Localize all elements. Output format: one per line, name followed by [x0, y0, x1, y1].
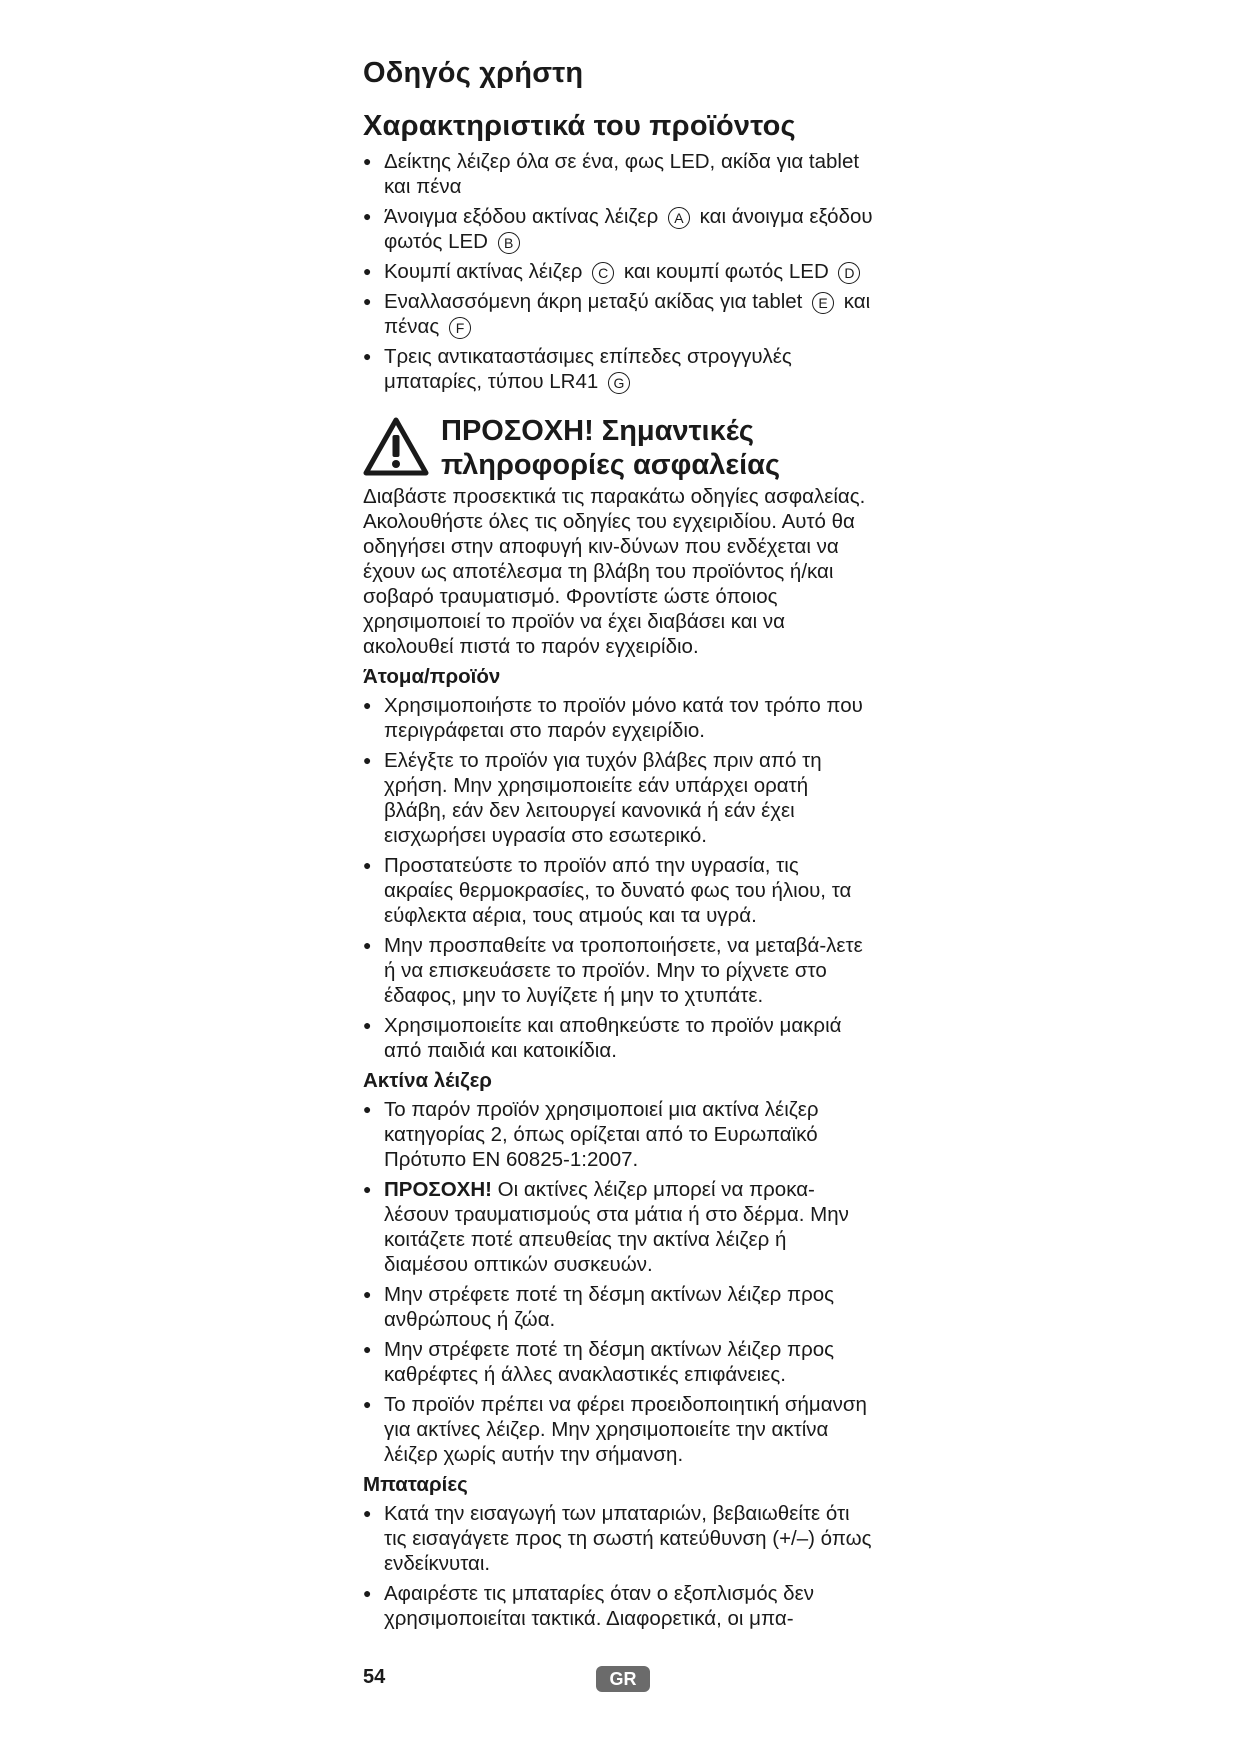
list-item: ● Χρησιμοποιήστε το προϊόν μόνο κατά τον τρόπο που περιγράφεται στο παρόν εγχειρίδιο. — [363, 693, 873, 743]
list-item — [363, 204, 873, 254]
warning-triangle-icon — [363, 417, 429, 477]
marker-d: D — [838, 262, 860, 284]
list-item: ● Προστατεύστε το προϊόν από την υγρασία, τις ακραίες θερμοκρασίες, το δυνατό φως του ήλιου, τα εύφλεκτα αέρια, τους ατμούς και τα υγρά. — [363, 853, 873, 928]
list-item: ● Μην προσπαθείτε να τροποποιήσετε, να μεταβά-λετε ή να επισκευάσετε το προϊόν. Μην το ρίχνετε στο έδαφος, μην το λυγίζετε ή μην το χτυπάτε. — [363, 933, 873, 1008]
list-item: ● Το προϊόν πρέπει να φέρει προειδοποιητική σήμανση για ακτίνες λέιζερ. Μην χρησιμοποιείτε την ακτίνα λέιζερ χωρίς αυτήν την σήμανση. — [363, 1392, 873, 1467]
marker-g: G — [608, 372, 630, 394]
list-item: ● Κατά την εισαγωγή των μπαταριών, βεβαιωθείτε ότι τις εισαγάγετε προς τη σωστή κατεύθυνση (+/–) όπως ενδείκνυται. — [363, 1501, 873, 1576]
item-text: Άνοιγμα εξόδου ακτίνας λέιζερ — [384, 205, 659, 228]
item-text: Εναλλασσόμενη άκρη μεταξύ ακίδας για tablet — [384, 290, 803, 313]
batteries-list — [363, 1501, 873, 1631]
item-text: Δείκτης λέιζερ όλα σε ένα, φως LED, ακίδα για tablet και πένα — [384, 150, 860, 198]
list-item: ● Ελέγξτε το προϊόν για τυχόν βλάβες πριν από τη χρήση. Μην χρησιμοποιείτε εάν υπάρχει ορατή βλάβη, εάν δεν λειτουργεί κανονικά ή εάν έχει εισχωρήσει υγρασία στο εσωτερικό. — [363, 748, 873, 848]
list-item: ● Το παρόν προϊόν χρησιμοποιεί μια ακτίνα λέιζερ κατηγορίας 2, όπως ορίζεται από το Ευρωπαϊκό Πρότυπο EN 60825-1:2007. — [363, 1097, 873, 1172]
language-badge: GR — [596, 1666, 650, 1692]
item-text: Οι ακτίνες λέιζερ μπορεί να προκα-λέσουν τραυματισμούς στα μάτια ή στο δέρμα. Μην κοιτάζετε ποτέ απευθείας την ακτίνα λέιζερ ή διαμέσου οπτικών συσκευών. — [384, 1178, 849, 1276]
item-text: Κουμπί ακτίνας λέιζερ — [384, 260, 583, 283]
marker-e: E — [812, 292, 834, 314]
people-heading: Άτομα/προϊόν — [363, 665, 501, 688]
list-item — [363, 1177, 873, 1277]
marker-c: C — [592, 262, 614, 284]
list-item — [363, 344, 873, 394]
list-item — [363, 149, 873, 199]
marker-a: A — [668, 207, 690, 229]
list-item: ● Μην στρέφετε ποτέ τη δέσμη ακτίνων λέιζερ προς ανθρώπους ή ζώα. — [363, 1282, 873, 1332]
marker-b: B — [498, 232, 520, 254]
page-content — [363, 55, 873, 1636]
warning-intro: Διαβάστε προσεκτικά τις παρακάτω οδηγίες ασφαλείας. Ακολουθήστε όλες τις οδηγίες του εγχειριδίου. Αυτό θα οδηγήσει στην αποφυγή κιν-δύνων που ενδέχεται να έχουν ως αποτέλεσμα τη βλάβη του προϊόντος ή/και σοβαρό τραυματισμό. Φροντίστε ώστε όποιος χρησιμοποιεί το προϊόν να έχει διαβάσει και να ακολουθεί πιστά το παρόν εγχειρίδιο. — [363, 485, 866, 658]
warning-title-line1: ΠΡΟΣΟΧΗ! Σημαντικές — [441, 415, 754, 447]
caution-label: ΠΡΟΣΟΧΗ! — [384, 1178, 492, 1201]
warning-header — [363, 414, 873, 482]
warning-title — [441, 414, 780, 482]
marker-f: F — [449, 317, 471, 339]
list-item: ● Μην στρέφετε ποτέ τη δέσμη ακτίνων λέιζερ προς καθρέφτες ή άλλες ανακλαστικές επιφάνειες. — [363, 1337, 873, 1387]
features-heading: Χαρακτηριστικά του προϊόντος — [363, 110, 796, 142]
list-item — [363, 259, 873, 284]
page-title: Οδηγός χρήστη — [363, 57, 584, 89]
batteries-heading: Μπαταρίες — [363, 1473, 468, 1496]
item-text: και άνοιγμα εξόδου φωτός LED — [384, 205, 873, 253]
item-text: Τρεις αντικαταστάσιμες επίπεδες στρογγυλές μπαταρίες, τύπου LR41 — [384, 345, 792, 393]
people-list — [363, 693, 873, 1063]
features-list — [363, 149, 873, 394]
laser-heading: Ακτίνα λέιζερ — [363, 1069, 492, 1092]
item-text: και κουμπί φωτός LED — [623, 260, 829, 283]
list-item — [363, 289, 873, 339]
list-item: ● Χρησιμοποιείτε και αποθηκεύστε το προϊόν μακριά από παιδιά και κατοικίδια. — [363, 1013, 873, 1063]
page-number: 54 — [363, 1666, 386, 1688]
item-text: και πένας — [384, 290, 871, 338]
list-item: ● Αφαιρέστε τις μπαταρίες όταν ο εξοπλισμός δεν χρησιμοποιείται τακτικά. Διαφορετικά, οι μπα- — [363, 1581, 873, 1631]
laser-list — [363, 1097, 873, 1467]
warning-title-line2: πληροφορίες ασφαλείας — [441, 449, 781, 481]
